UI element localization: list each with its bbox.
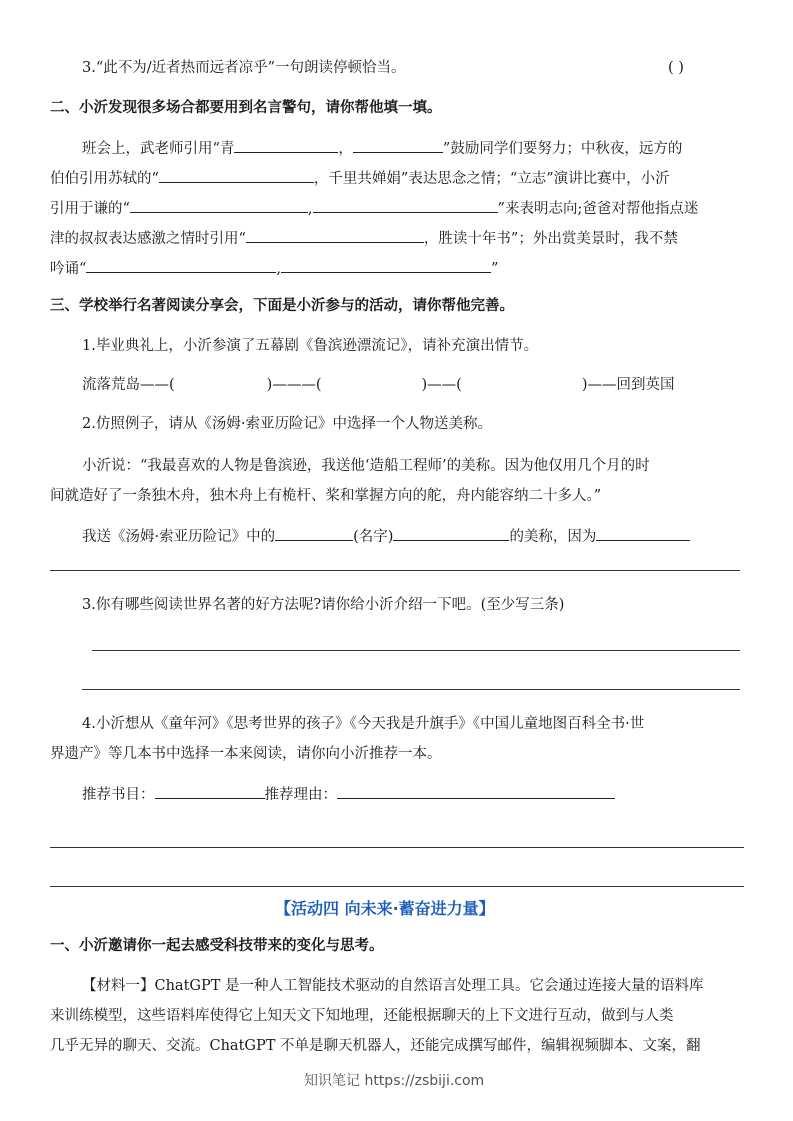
question-3-2: 2.仿照例子，请从《汤姆·索亚历险记》中选择一个人物送美称。 [82,416,492,432]
plot-flow-fill: 流落荒岛——( )———( )——( )——回到英国 [82,377,675,393]
section-2-title: 二、小沂发现很多场合都要用到名言警句，请你帮他填一填。 [50,100,442,116]
blank-su-shi[interactable] [159,168,314,183]
section-2-line-5: 吟诵“ , ” [50,258,498,279]
answer-line-method-1[interactable] [92,650,740,651]
blank-book-title[interactable] [155,784,265,799]
blank-scenery-a[interactable] [86,258,276,273]
blank-recommend-reason[interactable] [337,784,615,799]
section-2-line-2: 伯伯引用苏轼的“ ，千里共婵娟”表达思念之情；“立志”演讲比赛中，小沂 [50,168,670,189]
blank-nickname[interactable] [393,526,509,541]
blank-gratitude[interactable] [246,228,424,243]
recommend-fill: 推荐书目： 推荐理由： [82,784,615,805]
blank-proverb-1a[interactable] [234,138,338,153]
section-3-title: 三、学校举行名著阅读分享会，下面是小沂参与的活动，请你帮他完善。 [50,298,514,314]
material-1-line-3: 几乎无异的聊天、交流。ChatGPT 不单是聊天机器人，还能完成撰写邮件，编辑视频脚本、文案，翻 [50,1038,701,1054]
nickname-fill: 我送《汤姆·索亚历险记》中的 (名字) 的美称，因为 [82,526,690,547]
section-2-line-3: 引用于谦的“ , ”来表明志向;爸爸对帮他指点迷 [50,198,698,219]
example-line-2: 间就造好了一条独木舟，独木舟上有桅杆、桨和掌握方向的舵，舟内能容纳二十多人。” [50,488,602,504]
activity-4-title: 【活动四 向未来·蓄奋进力量】 [275,899,495,918]
answer-line-method-2[interactable] [82,689,740,690]
question-3-statement: 3.“此不为/近者热而远者凉乎”一句朗读停顿恰当。 [82,60,406,76]
question-3-4-line-1: 4.小沂想从《童年河》《思考世界的孩子》《今天我是升旗手》《中国儿童地图百科全书·世 [82,716,645,732]
section-2-line-4: 津的叔叔表达感激之情时引用“ ，胜读十年书”；外出赏美景时，我不禁 [50,228,678,249]
question-3-3: 3.你有哪些阅读世界名著的好方法呢?请你给小沂介绍一下吧。(至少写三条) [82,597,565,613]
answer-line-reason-3[interactable] [50,886,744,887]
material-1-line-1: 【材料一】ChatGPT 是一种人工智能技术驱动的自然语言处理工具。它会通过连接大量的语料库 [82,978,704,994]
blank-scenery-b[interactable] [281,258,491,273]
answer-parenthesis[interactable]: ( ) [668,60,684,76]
question-3-1: 1.毕业典礼上，小沂参演了五幕剧《鲁滨逊漂流记》，请补充演出情节。 [82,338,539,354]
material-1-line-2: 来训练模型，这些语料库使得它上知天文下知地理，还能根据聊天的上下文进行互动，做到与人类 [50,1008,674,1024]
blank-yu-qian-a[interactable] [130,198,308,213]
answer-line-reason-2[interactable] [50,847,744,848]
blank-yu-qian-b[interactable] [313,198,498,213]
question-3-4-line-2: 界遗产》等几本书中选择一本来阅读，请你向小沂推荐一本。 [50,746,442,762]
section-2-line-1: 班会上，武老师引用“青 ， ”鼓励同学们要努力；中秋夜，远方的 [82,138,682,159]
blank-reason-start[interactable] [596,526,690,541]
example-line-1: 小沂说：“我最喜欢的人物是鲁滨逊，我送他‘造船工程师’的美称。因为他仅用几个月的时 [82,458,650,474]
blank-character-name[interactable] [275,526,353,541]
blank-proverb-1b[interactable] [353,138,443,153]
footer-watermark: 知识笔记 https://zsbiji.com [304,1073,485,1089]
activity-4-section-1-title: 一、小沂邀请你一起去感受科技带来的变化与思考。 [50,938,384,954]
answer-line-reason[interactable] [50,570,740,571]
